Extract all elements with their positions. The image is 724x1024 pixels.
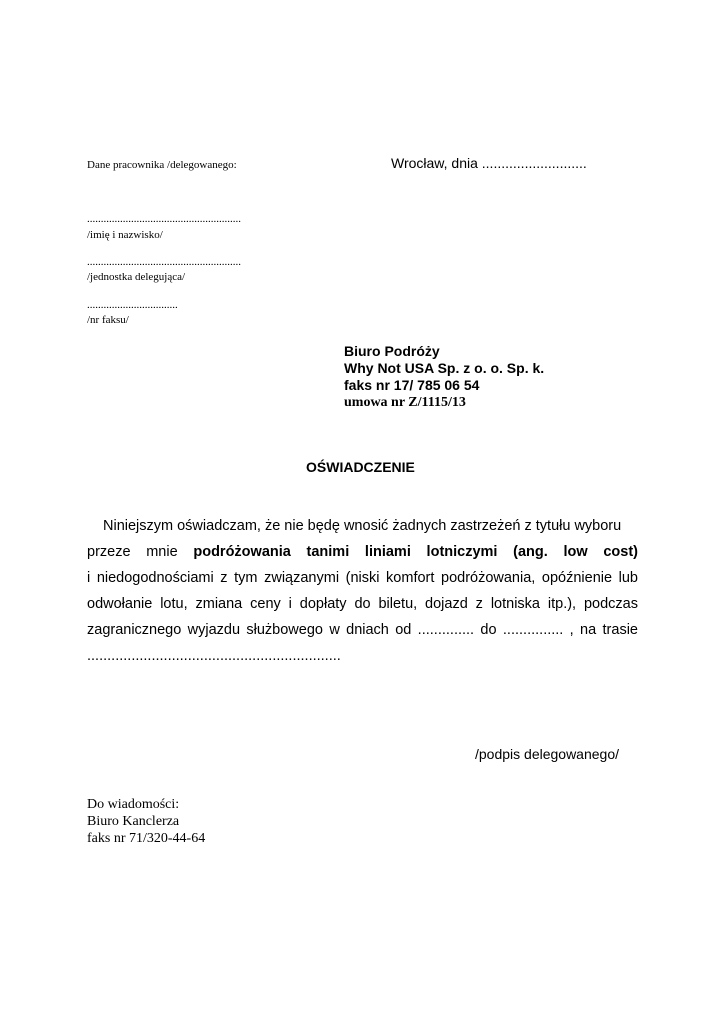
recipient-company: Why Not USA Sp. z o. o. Sp. k. xyxy=(344,360,545,376)
recipient-contract: umowa nr Z/1115/13 xyxy=(344,395,466,410)
footer-office: Biuro Kanclerza xyxy=(87,814,180,829)
recipient-fax: faks nr 17/ 785 06 54 xyxy=(344,377,480,393)
footer-fax: faks nr 71/320-44-64 xyxy=(87,831,206,846)
statement-line-2-bold: podróżowania tanimi liniami lotniczymi (ang. low cost) xyxy=(193,544,638,560)
statement-line-3: i niedogodnościami z tym związanymi (niski komfort podróżowania, opóźnienie lub xyxy=(87,570,638,586)
statement-line-6: ............................................................... xyxy=(87,648,341,664)
unit-label: /jednostka delegująca/ xyxy=(87,271,186,283)
name-dots: ........................................................ xyxy=(87,213,241,225)
employee-data-label: Dane pracownika /delegowanego: xyxy=(87,159,237,171)
statement-line-2-start: przeze mnie xyxy=(87,544,178,560)
recipient-name: Biuro Podróży xyxy=(344,343,440,359)
unit-dots: ........................................................ xyxy=(87,256,241,268)
document-title: OŚWIADCZENIE xyxy=(306,459,415,475)
statement-line-1: Niniejszym oświadczam, że nie będę wnosić żadnych zastrzeżeń z tytułu wyboru xyxy=(103,518,622,534)
signature-label: /podpis delegowanego/ xyxy=(475,746,620,762)
fax-dots: ................................. xyxy=(87,299,178,311)
name-label: /imię i nazwisko/ xyxy=(87,229,163,241)
footer-heading: Do wiadomości: xyxy=(87,797,180,812)
statement-line-5: zagranicznego wyjazdu służbowego w dniach od .............. do ............... , na trasie xyxy=(87,622,638,638)
place-date: Wrocław, dnia ........................... xyxy=(391,155,587,171)
statement-line-2 xyxy=(87,543,638,561)
fax-label: /nr faksu/ xyxy=(87,314,129,326)
statement-line-4: odwołanie lotu, zmiana ceny i dopłaty do biletu, dojazd z lotniska itp.), podczas xyxy=(87,596,638,612)
